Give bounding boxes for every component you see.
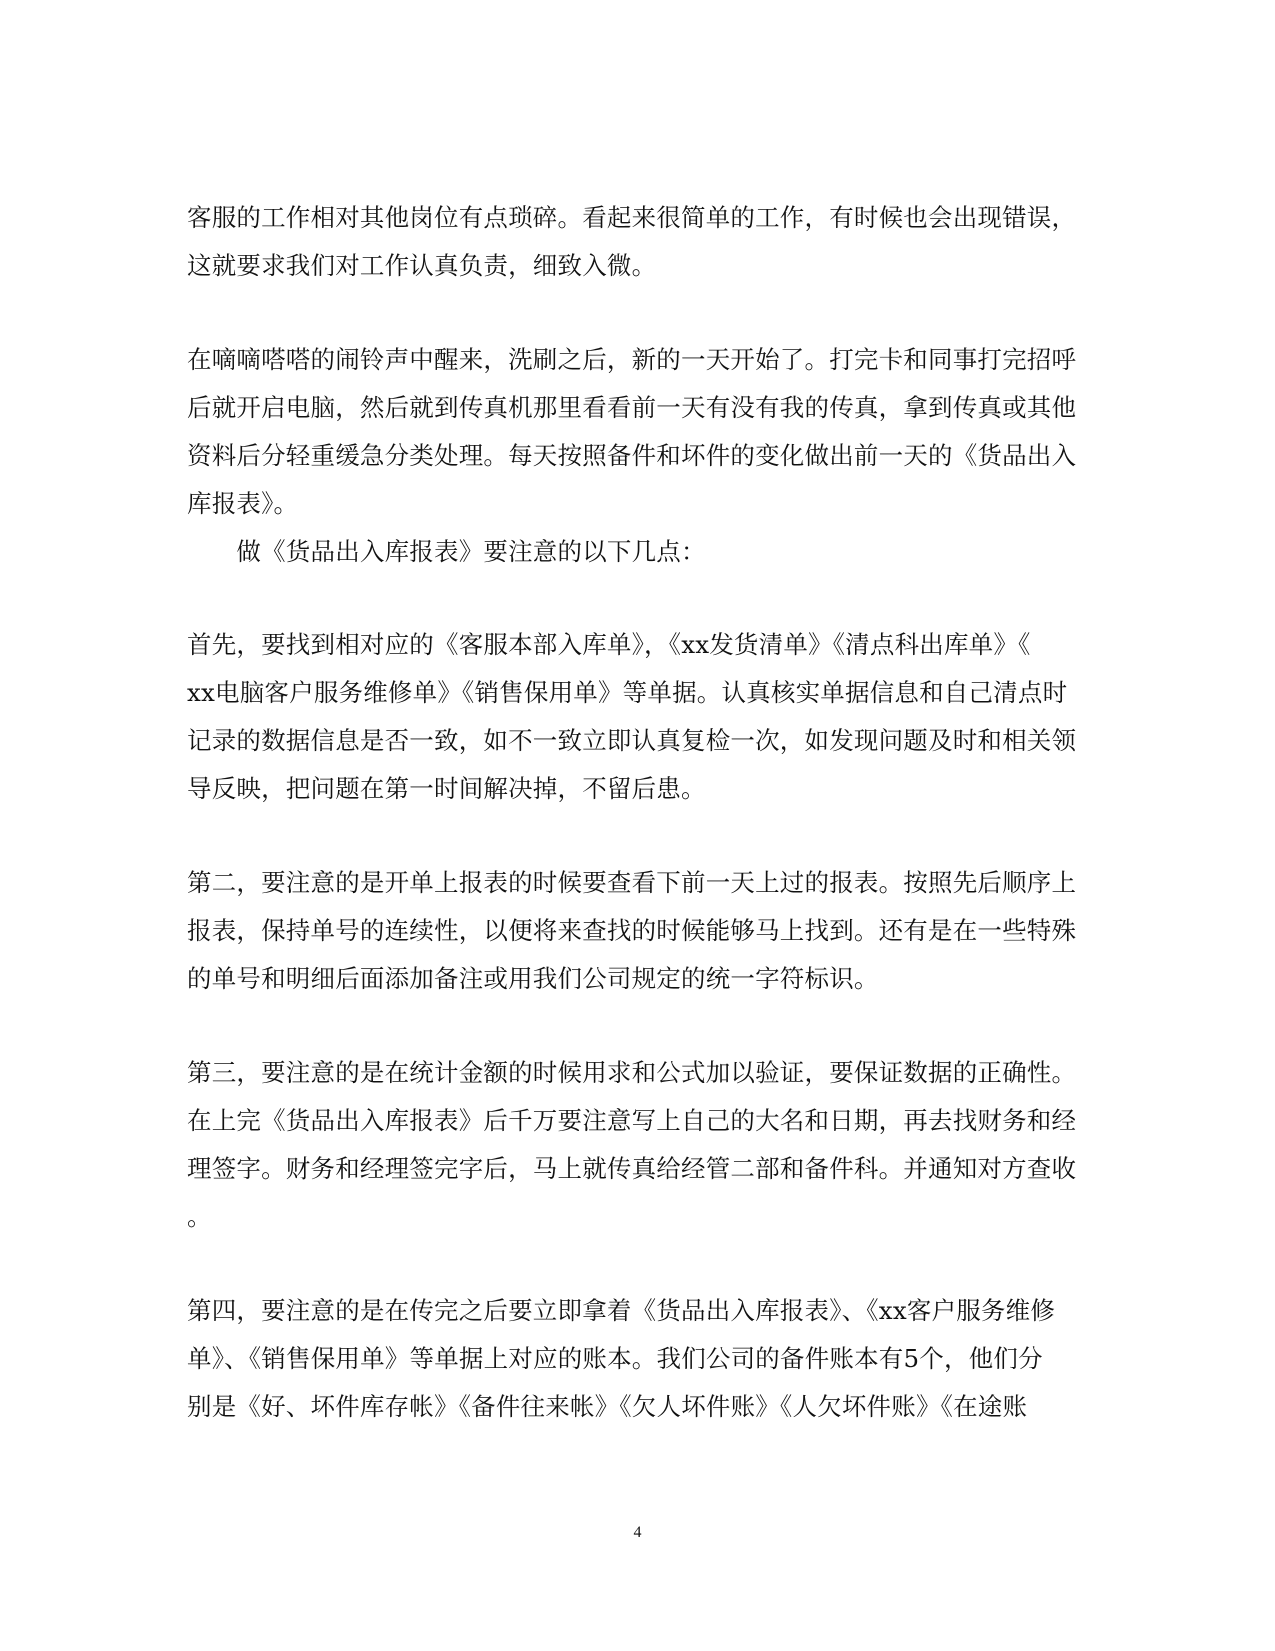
- text-line: 第二，要注意的是开单上报表的时候要查看下前一天上过的报表。按照先后顺序上: [187, 868, 1077, 897]
- text-line: 理签字。财务和经理签完字后，马上就传真给经管二部和备件科。并通知对方查收: [187, 1154, 1077, 1183]
- text-line: 首先，要找到相对应的《客服本部入库单》，《xx发货清单》《清点科出库单》《: [187, 630, 1031, 659]
- text-line: 在嘀嘀嗒嗒的闹铃声中醒来，洗刷之后，新的一天开始了。打完卡和同事打完招呼: [187, 345, 1077, 374]
- text-line: 记录的数据信息是否一致，如不一致立即认真复检一次，如发现问题及时和相关领: [187, 726, 1077, 755]
- text-line: 的单号和明细后面添加备注或用我们公司规定的统一字符标识。: [187, 964, 879, 993]
- text-line: 客服的工作相对其他岗位有点琐碎。看起来很简单的工作，有时候也会出现错误，: [187, 203, 1077, 232]
- text-line: 第四，要注意的是在传完之后要立即拿着《货品出入库报表》、《xx客户服务维修: [187, 1296, 1056, 1325]
- text-line: 做《货品出入库报表》要注意的以下几点：: [187, 537, 706, 566]
- text-line: 报表，保持单号的连续性，以便将来查找的时候能够马上找到。还有是在一些特殊: [187, 916, 1077, 945]
- text-line: 库报表》。: [187, 489, 299, 518]
- text-line: 别是《好、坏件库存帐》《备件往来帐》《欠人坏件账》《人欠坏件账》《在途账: [187, 1392, 1028, 1421]
- text-line: 导反映，把问题在第一时间解决掉，不留后患。: [187, 774, 706, 803]
- text-line: 资料后分轻重缓急分类处理。每天按照备件和坏件的变化做出前一天的《货品出入: [187, 441, 1077, 470]
- text-line: 后就开启电脑，然后就到传真机那里看看前一天有没有我的传真，拿到传真或其他: [187, 393, 1077, 422]
- text-line: xx电脑客户服务维修单》《销售保用单》等单据。认真核实单据信息和自己清点时: [187, 678, 1068, 707]
- text-line: 单》、《销售保用单》等单据上对应的账本。我们公司的备件账本有5个，他们分: [187, 1344, 1043, 1373]
- text-line: 这就要求我们对工作认真负责，细致入微。: [187, 251, 657, 280]
- text-line: 第三，要注意的是在统计金额的时候用求和公式加以验证，要保证数据的正确性。: [187, 1058, 1077, 1087]
- text-line: 在上完《货品出入库报表》后千万要注意写上自己的大名和日期，再去找财务和经: [187, 1106, 1077, 1135]
- text-line: 。: [187, 1202, 212, 1231]
- page-number: 4: [633, 1524, 642, 1541]
